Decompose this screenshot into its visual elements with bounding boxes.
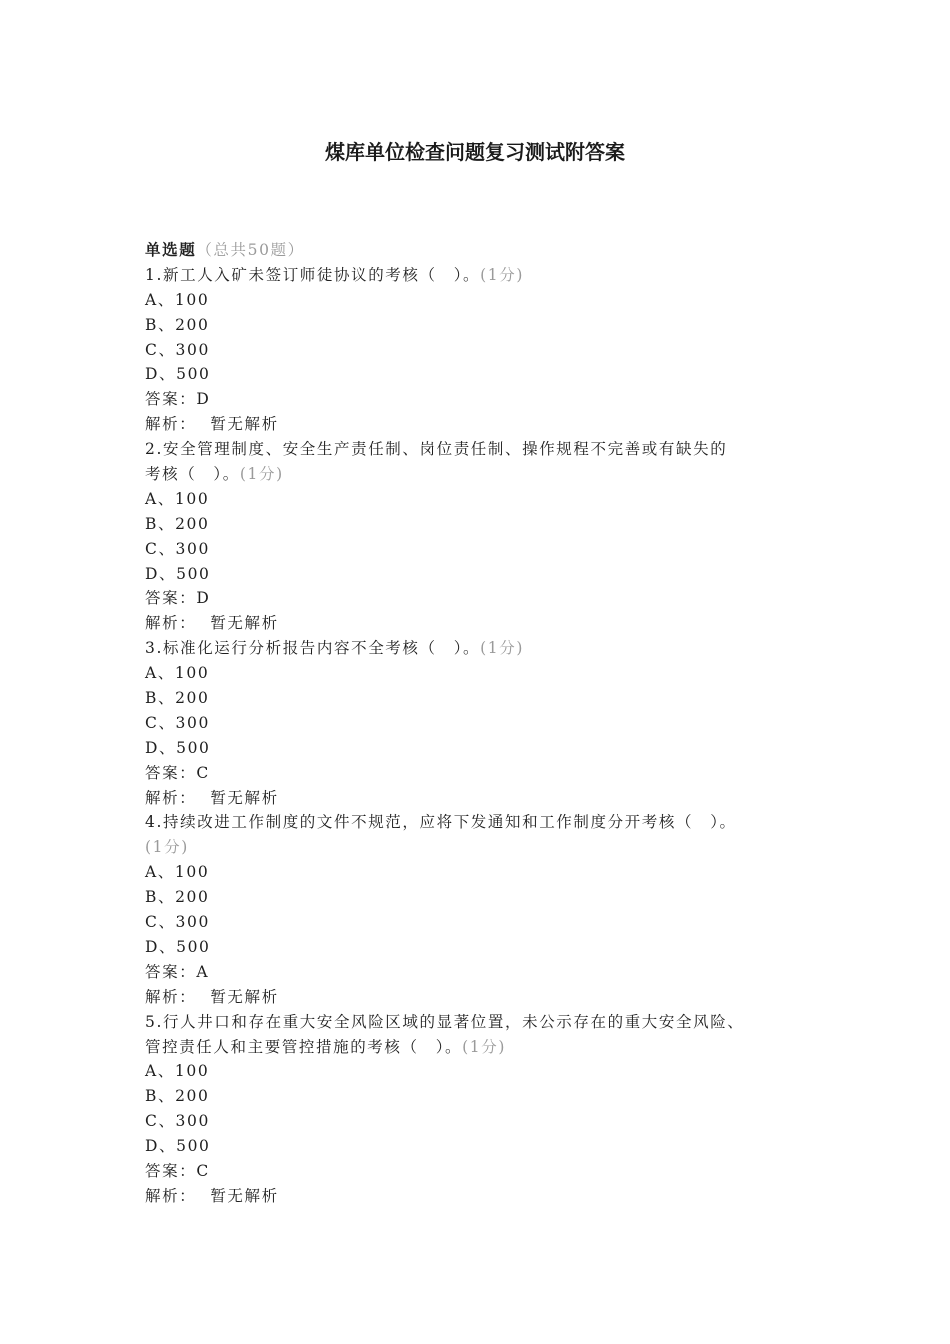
- analysis-line: [145, 1184, 825, 1209]
- document-title: 煤库单位检查问题复习测试附答案: [325, 140, 625, 164]
- section-heading: [145, 238, 825, 263]
- question-stem: [145, 437, 825, 462]
- analysis-value: 暂无解析: [210, 987, 279, 1006]
- question-item: [145, 1010, 825, 1209]
- option-b: B、200: [145, 315, 210, 334]
- question-number: 1.: [145, 265, 163, 284]
- answer-label: 答案：: [145, 589, 197, 608]
- option-a: A、100: [145, 290, 210, 309]
- option-c: C、300: [145, 539, 210, 558]
- question-stem: [145, 810, 825, 835]
- analysis-label: 解析：: [145, 1186, 197, 1205]
- question-item: [145, 263, 825, 437]
- question-item: [145, 636, 825, 810]
- question-item: [145, 437, 825, 636]
- option-d: D、500: [145, 738, 211, 757]
- option-b: B、200: [145, 689, 210, 708]
- option-b: B、200: [145, 888, 210, 907]
- analysis-value: 暂无解析: [210, 415, 279, 434]
- section-label: 单选题: [145, 240, 197, 259]
- question-text: 行人井口和存在重大安全风险区域的显著位置，未公示存在的重大安全风险、: [163, 1012, 745, 1031]
- question-text: 标准化运行分析报告内容不全考核（ ）。: [163, 639, 481, 658]
- answer-line: [145, 387, 825, 412]
- option-d: D、500: [145, 365, 211, 384]
- answer-line: [145, 960, 825, 985]
- question-score: (1分): [480, 265, 525, 284]
- analysis-line: [145, 985, 825, 1010]
- question-stem: [145, 1010, 825, 1035]
- answer-line: [145, 761, 825, 786]
- answer-value: C: [196, 763, 210, 782]
- option-d: D、500: [145, 564, 211, 583]
- option-d: D、500: [145, 937, 211, 956]
- option-c: C、300: [145, 713, 210, 732]
- question-text: 持续改进工作制度的文件不规范，应将下发通知和工作制度分开考核（ ）。: [163, 813, 737, 832]
- option-b: B、200: [145, 514, 210, 533]
- option-a: A、100: [145, 489, 210, 508]
- analysis-label: 解析：: [145, 987, 197, 1006]
- question-stem-continued: [145, 835, 825, 860]
- question-item: [145, 810, 825, 1009]
- answer-line: [145, 1159, 825, 1184]
- question-stem: [145, 263, 825, 288]
- analysis-value: 暂无解析: [210, 614, 279, 633]
- answer-value: D: [196, 390, 211, 409]
- question-number: 3.: [145, 639, 163, 658]
- question-number: 2.: [145, 440, 163, 459]
- option-c: C、300: [145, 913, 210, 932]
- analysis-value: 暂无解析: [210, 1186, 279, 1205]
- answer-line: [145, 586, 825, 611]
- analysis-line: [145, 611, 825, 636]
- option-c: C、300: [145, 340, 210, 359]
- section-count-note: （总共50题）: [196, 241, 305, 259]
- option-c: C、300: [145, 1112, 210, 1131]
- question-text: 安全管理制度、安全生产责任制、岗位责任制、操作规程不完善或有缺失的: [163, 440, 728, 459]
- option-b: B、200: [145, 1087, 210, 1106]
- answer-value: C: [196, 1161, 210, 1180]
- analysis-value: 暂无解析: [210, 788, 279, 807]
- question-stem-continued: [145, 462, 825, 487]
- question-text: 考核（ ）。: [145, 465, 240, 484]
- analysis-label: 解析：: [145, 788, 197, 807]
- question-text: 管控责任人和主要管控措施的考核（ ）。: [145, 1037, 463, 1056]
- answer-label: 答案：: [145, 390, 197, 409]
- question-score: (1分): [462, 1037, 507, 1056]
- question-number: 4.: [145, 813, 163, 832]
- question-score: (1分): [145, 838, 189, 857]
- option-a: A、100: [145, 1062, 210, 1081]
- option-a: A、100: [145, 664, 210, 683]
- option-a: A、100: [145, 863, 210, 882]
- analysis-line: [145, 786, 825, 811]
- analysis-label: 解析：: [145, 415, 197, 434]
- question-score: (1分): [480, 639, 525, 658]
- answer-value: A: [196, 962, 210, 981]
- question-list: [145, 238, 825, 1209]
- question-stem-continued: [145, 1035, 825, 1060]
- answer-label: 答案：: [145, 962, 197, 981]
- question-score: (1分): [239, 465, 284, 484]
- answer-label: 答案：: [145, 1161, 197, 1180]
- analysis-line: [145, 412, 825, 437]
- answer-value: D: [196, 589, 211, 608]
- analysis-label: 解析：: [145, 614, 197, 633]
- option-d: D、500: [145, 1137, 211, 1156]
- question-stem: [145, 636, 825, 661]
- question-text: 新工人入矿未签订师徒协议的考核（ ）。: [163, 265, 481, 284]
- answer-label: 答案：: [145, 763, 197, 782]
- question-number: 5.: [145, 1012, 163, 1031]
